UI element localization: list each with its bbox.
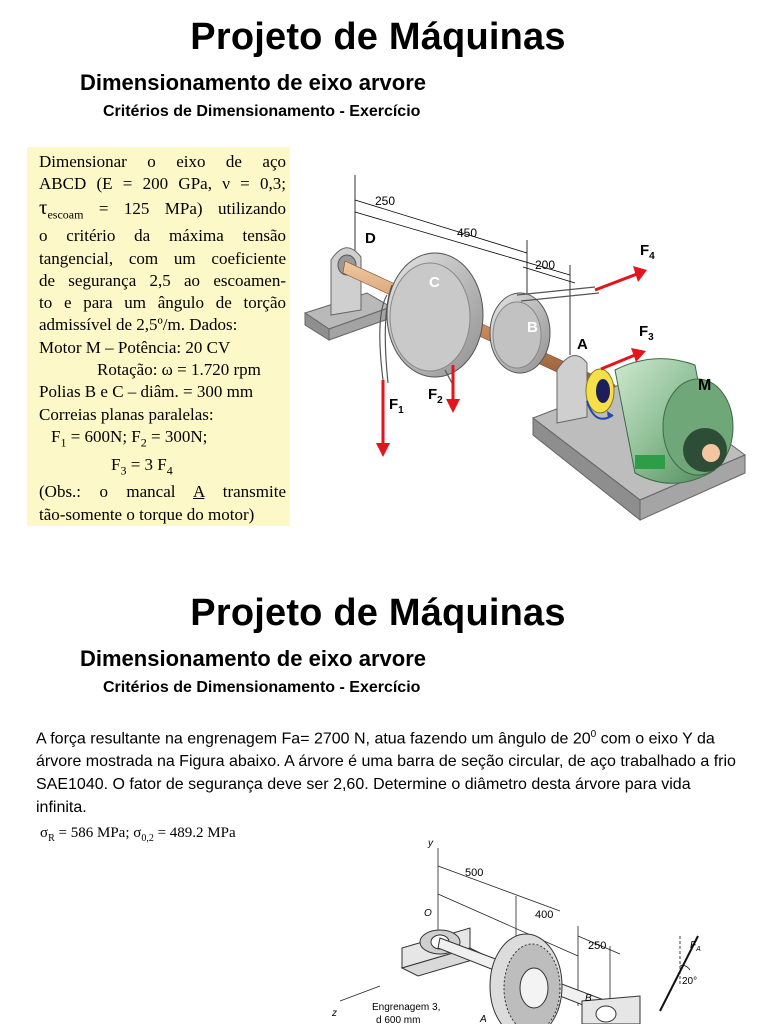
point-A: A: [480, 1014, 487, 1024]
problem-line: o critério da máxima tensão: [39, 226, 286, 246]
gear-shaft-figure: [320, 836, 720, 1024]
problem-line: $F_1 = 600N$; $F_2 = 300N$;: [51, 426, 208, 450]
label-B: B: [527, 319, 538, 336]
dim-450: 450: [457, 226, 478, 240]
point-O: O: [424, 908, 432, 919]
label-A: A: [577, 336, 588, 353]
slide2-problem-text: A força resultante na engrenagem Fa= 2700 N, atua fazendo um ângulo de $20^0$ com o eixo Y da árvore mostrada na Figura abaixo. A árvore é uma barra de seção circular, de aço trabalhado a frio SAE1040. O fator de segurança deve ser 2,60. Determine o diâmetro desta árvore para vida infinita.: [36, 729, 736, 817]
label-F3: $F_3$: [639, 323, 654, 343]
problem-line: [39, 196, 286, 226]
axis-y: y: [428, 838, 433, 849]
dim-200: 200: [535, 258, 556, 272]
problem-line: ABCD (E = 200 GPa, ν = 0,3;: [39, 174, 286, 194]
problem-statement-box: [27, 147, 290, 526]
label-D: D: [365, 230, 376, 247]
gear-diameter-label: d 600 mm: [376, 1015, 421, 1024]
dim-250: 250: [375, 194, 396, 208]
problem-line: Polias B e C – diâm. = 300 mm: [39, 382, 254, 402]
problem-line: Correias planas paralelas:: [39, 404, 214, 424]
label-M: M: [698, 377, 712, 394]
problem-line: to e para um ângulo de torção: [39, 293, 286, 313]
slide1-subsubtitle: Critérios de Dimensionamento - Exercício: [103, 103, 421, 120]
label-F2: $F_2$: [428, 386, 443, 406]
axis-z: z: [332, 1008, 337, 1019]
point-B: B: [585, 993, 592, 1004]
problem-line: tangencial, com um coeficiente: [39, 248, 286, 268]
label-F1: $F_1$: [389, 396, 404, 416]
problem-text: = 125 MPa) utilizando: [83, 198, 286, 218]
shaft-assembly-figure: [295, 165, 755, 530]
tau-subscript: escoam: [47, 206, 84, 221]
dim-400: 400: [535, 909, 554, 921]
force-F4-arrow: [595, 274, 637, 290]
problem-line: Dimensionar o eixo de aço: [39, 152, 286, 171]
problem-line: tão-somente o torque do motor): [39, 504, 255, 524]
gear-label: Engrenagem 3,: [372, 1002, 441, 1013]
slide2-subsubtitle: Critérios de Dimensionamento - Exercício: [103, 679, 421, 696]
slide1-title: Projeto de Máquinas: [190, 16, 566, 58]
slide1-subtitle: Dimensionamento de eixo arvore: [80, 70, 426, 95]
dim-500: 500: [465, 867, 484, 879]
label-FA: $F_A$: [690, 940, 701, 953]
label-C: C: [429, 274, 440, 291]
slide2-subtitle: Dimensionamento de eixo arvore: [80, 646, 426, 671]
problem-line: $F_3 = 3$ $F_4$: [111, 454, 173, 478]
label-F4: $F_4$: [640, 242, 655, 262]
problem-line: admissível de 2,5º/m. Dados:: [39, 315, 238, 335]
problem-line: Rotação: ω = 1.720 rpm: [97, 360, 261, 380]
problem-line: (Obs.: o mancal A transmite: [39, 482, 287, 502]
problem-line: Motor M – Potência: 20 CV: [39, 337, 231, 357]
tau-symbol: τ: [39, 194, 48, 219]
angle-20: 20°: [682, 976, 698, 987]
dim-250-b: 250: [588, 940, 607, 952]
material-properties: $\sigma_R = 586$ MPa; $\sigma_{0,2} = 489.2$ MPa: [40, 825, 236, 844]
slide2-title: Projeto de Máquinas: [190, 592, 566, 634]
problem-line: de segurança 2,5 ao escoamen-: [39, 270, 286, 290]
